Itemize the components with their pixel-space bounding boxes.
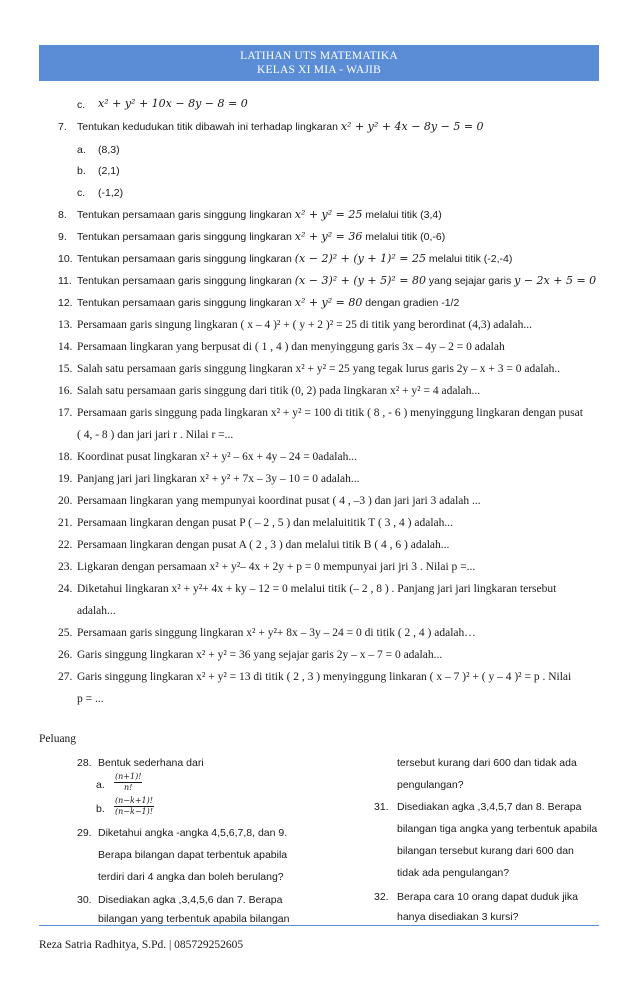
q11-equation: (x − 3)² + (y + 5)² = 80	[294, 274, 426, 287]
header-subtitle: KELAS XI MIA - WAJIB	[257, 64, 381, 76]
q11-text: Tentukan persamaan garis singgung lingkaran	[77, 275, 295, 287]
q28-a-numerator: (n+1)!	[115, 772, 142, 781]
q23-text: Ligkaran dengan persamaan x² + y²– 4x + 2y + p = 0 mempunyai jari jri 3 . Nilai p =...	[77, 561, 476, 573]
q7-a: (8,3)	[98, 144, 120, 156]
item-c-label: c.	[77, 99, 86, 111]
q12-tail: dengan gradien -1/2	[362, 297, 460, 309]
q18-number: 18.	[58, 451, 73, 463]
q30-line-1: Disediakan agka ,3,4,5,6 dan 7. Berapa	[98, 894, 283, 906]
q17-text-1: Persamaan garis singgung pada lingkaran x² + y² = 100 di titik ( 8 , - 6 ) menyinggung lingkaran dengan pusat	[77, 407, 583, 419]
q27-number: 27.	[58, 671, 73, 683]
q30-line-3: tersebut kurang dari 600 dan tidak ada	[397, 757, 577, 769]
q31-line-1: Disediakan agka ,3,4,5,7 dan 8. Berapa	[397, 801, 582, 813]
q9-text: Tentukan persamaan garis singgung lingkaran	[77, 231, 295, 243]
question-10	[77, 252, 512, 266]
section-heading-peluang: Peluang	[39, 733, 77, 745]
q15-number: 15.	[58, 363, 73, 375]
q14-number: 14.	[58, 341, 73, 353]
q21-text: Persamaan lingkaran dengan pusat P ( – 2 , 5 ) dan melaluititik T ( 3 , 4 ) adalah...	[77, 517, 454, 529]
q31-number: 31.	[374, 801, 389, 813]
footer-divider	[39, 925, 599, 926]
q7-number: 7.	[58, 121, 67, 133]
q32-number: 32.	[374, 891, 389, 903]
q13-number: 13.	[58, 319, 73, 331]
q7-text: Tentukan kedudukan titik dibawah ini terhadap lingkaran	[77, 121, 341, 133]
q26-number: 26.	[58, 649, 73, 661]
q30-line-2: bilangan yang terbentuk apabila bilangan	[98, 913, 290, 925]
q24-number: 24.	[58, 583, 73, 595]
q8-tail: melalui titik (3,4)	[362, 209, 442, 221]
q30-number: 30.	[77, 894, 92, 906]
footer-author: Reza Satria Radhitya, S.Pd. | 085729252605	[39, 939, 244, 951]
q7-c: (-1,2)	[98, 187, 124, 199]
q7-equation: x² + y² + 4x − 8y − 5 = 0	[340, 120, 484, 133]
q32-line-2: hanya disediakan 3 kursi?	[397, 911, 519, 923]
q28-b-numerator: (n−k+1)!	[115, 796, 153, 805]
q19-text: Panjang jari jari lingkaran x² + y² + 7x – 3y – 10 = 0 adalah...	[77, 473, 360, 485]
q30-line-4: pengulangan?	[397, 779, 464, 791]
header-title: LATIHAN UTS MATEMATIKA	[240, 50, 398, 62]
q31-line-2: bilangan tiga angka yang terbentuk apabila	[397, 823, 598, 835]
q10-tail: melalui titik (-2,-4)	[425, 253, 513, 265]
q28-a-fraction	[114, 772, 142, 793]
q28-b-label: b.	[96, 803, 105, 815]
q24-text-2: adalah...	[77, 605, 116, 617]
q7-c-label: c.	[77, 187, 86, 199]
q8-equation: x² + y² = 25	[294, 208, 363, 221]
q29-line-2: Berapa bilangan dapat terbentuk apabila	[98, 849, 288, 861]
q7-b-label: b.	[77, 165, 86, 177]
q7-b: (2,1)	[98, 165, 120, 177]
q20-number: 20.	[58, 495, 73, 507]
question-11	[77, 274, 596, 288]
q8-number: 8.	[58, 209, 67, 221]
q13-text: Persamaan garis singung lingkaran ( x – 4 )² + ( y + 2 )² = 25 di titik yang berordinat (4,3) adalah...	[77, 319, 532, 331]
q16-number: 16.	[58, 385, 73, 397]
q9-number: 9.	[58, 231, 67, 243]
q28-number: 28.	[77, 757, 92, 769]
q11-mid: yang sejajar garis	[425, 275, 515, 287]
q10-text: Tentukan persamaan garis singgung lingkaran	[77, 253, 295, 265]
q28-a-label: a.	[96, 779, 105, 791]
q25-text: Persamaan garis singgung lingkaran x² + y²+ 8x – 3y – 24 = 0 di titik ( 2 , 4 ) adalah…	[77, 627, 476, 639]
q18-text: Koordinat pusat lingkaran x² + y² – 6x + 4y – 24 = 0adalah...	[77, 451, 357, 463]
q17-text-2: ( 4, - 8 ) dan jari jari r . Nilai r =...	[77, 429, 234, 441]
q28-a-denominator: n!	[124, 783, 133, 792]
q9-tail: melalui titik (0,-6)	[362, 231, 446, 243]
q10-number: 10.	[58, 253, 73, 265]
q22-text: Persamaan lingkaran dengan pusat A ( 2 , 3 ) dan melalui titik B ( 4 , 6 ) adalah...	[77, 539, 450, 551]
q9-equation: x² + y² = 36	[294, 230, 363, 243]
q20-text: Persamaan lingkaran yang mempunyai koordinat pusat ( 4 , –3 ) dan jari jari 3 adalah ...	[77, 495, 481, 507]
q31-line-3: bilangan tersebut kurang dari 600 dan	[397, 845, 574, 857]
q12-equation: x² + y² = 80	[294, 296, 363, 309]
q14-text: Persamaan lingkaran yang berpusat di ( 1 , 4 ) dan menyinggung garis 3x – 4y – 2 = 0 adalah	[77, 341, 505, 353]
q11-equation-2: y − 2x + 5 = 0	[514, 274, 597, 287]
question-9	[77, 230, 445, 244]
q29-line-1: Diketahui angka -angka 4,5,6,7,8, dan 9.	[98, 827, 288, 839]
q29-number: 29.	[77, 827, 92, 839]
q15-text: Salah satu persamaan garis singgung lingkaran x² + y² = 25 yang tegak lurus garis 2y – x + 3 = 0 adalah..	[77, 363, 561, 375]
q8-text: Tentukan persamaan garis singgung lingkaran	[77, 209, 295, 221]
q24-text-1: Diketahui lingkaran x² + y²+ 4x + ky – 12 = 0 melalui titik (– 2 , 8 ) . Panjang jari jari lingkaran tersebut	[77, 583, 557, 595]
q32-line-1: Berapa cara 10 orang dapat duduk jika	[397, 891, 578, 903]
q21-number: 21.	[58, 517, 73, 529]
q23-number: 23.	[58, 561, 73, 573]
question-12	[77, 296, 459, 310]
q27-text-2: p = ...	[77, 693, 104, 705]
q28-b-fraction	[114, 796, 154, 817]
q25-number: 25.	[58, 627, 73, 639]
question-8	[77, 208, 442, 222]
q28-text: Bentuk sederhana dari	[98, 757, 204, 769]
q29-line-3: terdiri dari 4 angka dan boleh berulang?	[98, 871, 284, 883]
q16-text: Salah satu persamaan garis singgung dari titik (0, 2) pada lingkaran x² + y² = 4 adalah...	[77, 385, 481, 397]
q27-text-1: Garis singgung lingkaran x² + y² = 13 di titik ( 2 , 3 ) menyinggung linkaran ( x – 7 )² + ( y – 4 )² = p . Nilai	[77, 671, 572, 683]
q26-text: Garis singgung lingkaran x² + y² = 36 yang sejajar garis 2y – x – 7 = 0 adalah...	[77, 649, 443, 661]
item-c-equation: x² + y² + 10x − 8y − 8 = 0	[98, 97, 248, 110]
q19-number: 19.	[58, 473, 73, 485]
q28-b-denominator: (n−k−1)!	[115, 807, 153, 816]
q22-number: 22.	[58, 539, 73, 551]
question-7	[77, 120, 484, 134]
q12-text: Tentukan persamaan garis singgung lingkaran	[77, 297, 295, 309]
q10-equation: (x − 2)² + (y + 1)² = 25	[294, 252, 426, 265]
q7-a-label: a.	[77, 144, 86, 156]
q12-number: 12.	[58, 297, 73, 309]
q11-number: 11.	[58, 275, 72, 287]
q17-number: 17.	[58, 407, 73, 419]
q31-line-4: tidak ada pengulangan?	[397, 867, 510, 879]
